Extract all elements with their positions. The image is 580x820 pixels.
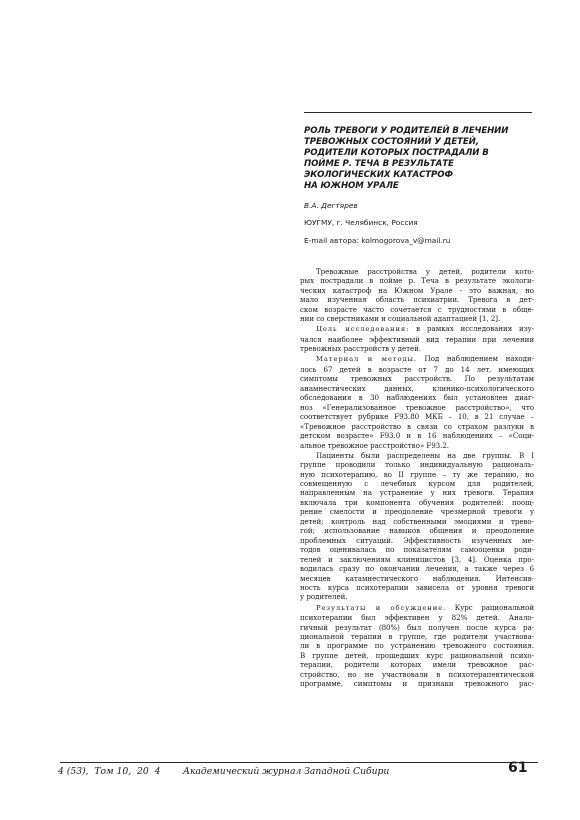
text-line: программе, симптомы и признаки тревожного рас- [300,679,534,689]
text-line: телей и заключениям клиницистов [3, 4]. Оценка про- [300,554,534,564]
text-line [300,354,534,364]
author-name: В.А. Дегтярев [304,201,358,210]
text-line: симптомы тревожных расстройств. По результатам [300,374,534,384]
text-line: детском возрасте» F93.0 и в 16 наблюдениях – «Соци- [300,431,534,441]
text-run: в рамках исследования изу- [409,324,534,334]
text-line: гичный результат (80%) был получен после курса ра- [300,622,534,632]
title-line: РОЛЬ ТРЕВОГИ У РОДИТЕЛЕЙ В ЛЕЧЕНИИ [304,126,509,136]
journal-name: Академический журнал Западной Сибири [183,766,390,777]
text-line: включала три компонента обучения родителей: поощ- [300,497,534,507]
page-number: 61 [508,760,528,776]
text-line: анамнестических данных, клинико-психологического [300,383,534,393]
title-line: ТРЕВОЖНЫХ СОСТОЯНИЙ У ДЕТЕЙ, [304,137,479,147]
text-line: нии со сверстниками и социальной адаптацией [1, 2]. [300,314,501,324]
section-lead: Цель исследования: [316,325,410,334]
article-title [304,126,536,192]
paragraph-methods [300,354,534,450]
paragraph-results [300,603,534,689]
text-line: рых пострадали в пойме р. Теча в результате экологи- [300,276,534,286]
text-line [300,603,534,613]
title-top-rule [304,112,532,113]
paragraph-aim [300,324,534,353]
text-line: гой; использование навыков общения и преодоление [300,526,534,536]
text-line: Тревожные расстройства у детей, родители кото- [316,267,534,276]
text-line: группе проводили только индивидуальную рациональ- [300,460,534,470]
text-line: «Тревожное расстройство в связи со страхом разлуки в [300,421,534,431]
text-line: проблемных ситуаций. Эффективность изученных ме- [300,535,534,545]
text-line: тодов оценивалась по показателям самооценки роди- [300,545,534,555]
text-line: ноз «Генерализованное тревожное расстройство», что [300,402,534,412]
text-line: ность курса психотерапии зависела от уровня тревоги [300,583,534,593]
section-lead: Материал и методы. [316,355,417,364]
text-run: Курс рациональной [446,602,534,612]
text-line: тревожных расстройств у детей. [300,344,422,354]
text-run: Под наблюдением находи- [416,354,534,364]
issue-info: 4 (53), Том 10, 20 4 [58,766,161,777]
text-line: альное тревожное расстройство» F93.2. [300,440,450,450]
text-line: чался наиболее эффективный вид терапии при лечении [300,334,534,344]
article-body [300,267,534,689]
paragraph-intro [300,267,534,324]
text-line: водилась сразу по окончании лечения, а также через 6 [300,564,534,574]
title-line: ПОЙМЕ Р. ТЕЧА В РЕЗУЛЬТАТЕ [304,159,454,169]
text-line: у родителей. [300,592,348,602]
text-line: лось 67 детей в возрасте от 7 до 14 лет, имеющих [300,364,534,374]
text-line: стройство, но не участвовали в психотерапевтической [300,669,534,679]
paragraph-groups [300,451,534,602]
text-line: рение смелости и преодоление чрезмерной тревоги у [300,507,534,517]
text-line: ческих катастроф на Южном Урале - это важная, но [300,285,534,295]
text-line: обследования в 30 наблюдениях был установлен диаг- [300,393,534,403]
text-line: ную психотерапию, во II группе – ту же терапию, но [300,469,534,479]
text-line: психотерапии был эффективен у 82% детей. Анало- [300,613,534,623]
author-affiliation: ЮУГМУ, г. Челябинск, Россия [304,218,418,227]
text-line: Пациенты были распределены на две группы. В I [316,450,534,460]
text-line: направленным на устранение у них тревоги. Терапия [300,488,534,498]
text-line [300,324,534,334]
author-email: E-mail автора: kolmogorova_v@mail.ru [304,236,451,245]
text-line: терапии, родители которых имели тревожное рас- [300,660,534,670]
section-lead: Результаты и обсуждение. [316,603,447,612]
text-line: ском возрасте часто сочетается с трудностями в обще- [300,304,534,314]
text-line: ли в программе по устранению тревожного состояния. [300,641,534,651]
title-line: РОДИТЕЛИ КОТОРЫХ ПОСТРАДАЛИ В [304,148,489,158]
text-line: детей; контроль над собственными эмоциями и трево- [300,516,534,526]
text-line: мало изученная область психиатрии. Тревога в дет- [300,295,534,305]
text-line: совмещенную с лечебных курсом для родителей, [300,479,534,489]
title-line: НА ЮЖНОМ УРАЛЕ [304,181,399,191]
text-line: месяцев катамнестического наблюдения. Интенсив- [300,573,534,583]
text-line: циональной терапии в группе, где родители участвова- [300,631,534,641]
footer-rule [60,762,538,763]
title-line: ЭКОЛОГИЧЕСКИХ КАТАСТРОФ [304,170,453,180]
text-line: соответствует рубрике F93.80 МКБ – 10, в 21 случае – [300,412,534,422]
text-line: В группе детей, прошедших курс рациональной психо- [300,650,534,660]
